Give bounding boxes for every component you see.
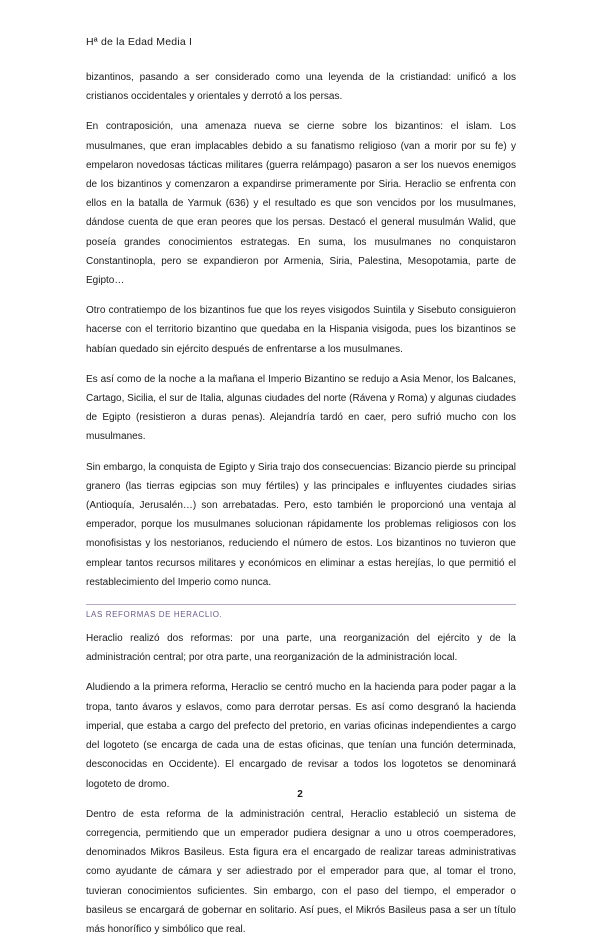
paragraph: Dentro de esta reforma de la administración central, Heraclio estableció un sistema de corregencia, permitiendo que un emperador pudiera designar a uno u otros coemperadores, denominados Mikros Basileus. Esta figura era el encargado de realizar tareas administrativas como ayudante de cámara y ser adiestrado por el emperador para que, al tomar el trono, tuvieran conocimientos suficientes. Sin embargo, con el paso del tiempo, el emperador o basileus se encargará de gobernar en solitario. Así pues, el Mikrós Basileus pasa a ser un título más honorífico y simbólico que real. [86, 808, 516, 935]
page-number: 2 [297, 789, 303, 800]
paragraph: Otro contratiempo de los bizantinos fue que los reyes visigodos Suintila y Sisebuto consiguieron hacerse con el territorio bizantino que quedaba en la Hispania visigoda, pues los bizantinos se habían quedado sin ejército después de enfrentarse a los musulmanes. [86, 305, 516, 355]
section-heading: LAS REFORMAS DE HERACLIO. [86, 610, 223, 620]
paragraph: Sin embargo, la conquista de Egipto y Siria trajo dos consecuencias: Bizancio pierde su principal granero (las tierras egipcias son muy fértiles) y las principales e influyentes ciudades sirias (Antioquía, Jerusalén…) son arrebatadas. Pero, esto también le proporcionó una ventaja al emperador, porque los musulmanes solucionan rápidamente los problemas religiosos con los monofisistas y los nestorianos, reduciendo el número de estos. Los bizantinos no tuvieron que emplear tantos recursos militares y económicos en eliminar a estas herejías, lo que permitió el restablecimiento del Imperio como nunca. [86, 461, 516, 588]
paragraph: Es así como de la noche a la mañana el Imperio Bizantino se redujo a Asia Menor, los Balcanes, Cartago, Sicilia, el sur de Italia, algunas ciudades del norte (Rávena y Roma) y algunas ciudades de Egipto (resistieron a duras penas). Alejandría tardó en caer, pero sufrió mucho con los musulmanes. [86, 373, 516, 443]
section-divider [86, 604, 516, 605]
paragraph: bizantinos, pasando a ser considerado como una leyenda de la cristiandad: unificó a los cristianos occidentales y orientales y derrotó a los persas. [86, 72, 516, 103]
running-header: Hª de la Edad Media I [86, 36, 193, 48]
paragraph: Aludiendo a la primera reforma, Heraclio se centró mucho en la hacienda para poder pagar a la tropa, tanto ávaros y eslavos, como para derrotar persas. Es así como desgranó la hacienda imperial, que estaba a cargo del prefecto del pretorio, en varias oficinas independientes a cargo del logoteto (se encarga de cada una de estas oficinas, que tenían una función determinada, desconocidas en Occidente). El encargado de revisar a todos los logotetos se denominará logoteto de dromo. [86, 682, 516, 790]
paragraph: Heraclio realizó dos reformas: por una parte, una reorganización del ejército y de la administración central; por otra parte, una reorganización de la administración local. [86, 633, 516, 664]
page-body [86, 68, 516, 950]
paragraph: En contraposición, una amenaza nueva se cierne sobre los bizantinos: el islam. Los musulmanes, que eran implacables debido a su fanatismo religioso (van a morir por su fe) y empelaron novedosas tácticas militares (guerra relámpago) pasaron a ser los nuevos enemigos de los bizantinos y comenzaron a expandirse primeramente por Siria. Heraclio se enfrenta con ellos en la batalla de Yarmuk (636) y el resultado es que son vencidos por los musulmanes, dándose cuenta de que eran peores que los persas. Destacó el general musulmán Walid, que poseía grandes conocimientos estrategas. En suma, los musulmanes no conquistaron Constantinopla, pero se expandieron por Armenia, Siria, Palestina, Mesopotamia, parte de Egipto… [86, 121, 516, 287]
